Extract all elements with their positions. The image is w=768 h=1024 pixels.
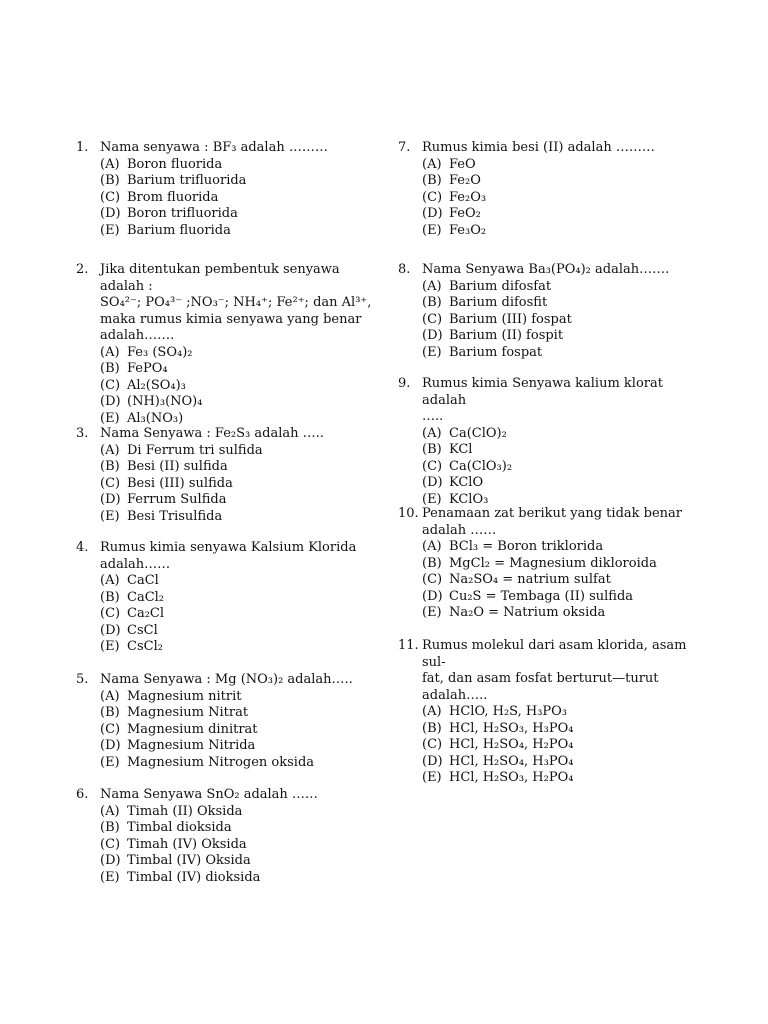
option-text: HCl, H₂SO₃, H₃PO₄: [449, 720, 574, 736]
option-text: Barium fluorida: [127, 222, 231, 238]
option-letter: (E): [422, 605, 442, 620]
option-text: Barium (III) fospat: [449, 311, 572, 327]
answer-option: [100, 573, 372, 590]
option-letter: (B): [422, 555, 442, 571]
answer-options: [100, 573, 372, 656]
option-text: Barium fospat: [449, 344, 543, 360]
question-stem-line: Nama Senyawa Ba₃(PO₄)₂ adalah…….: [422, 262, 670, 277]
question-2: [76, 262, 372, 427]
option-text: Magnesium dinitrat: [127, 721, 258, 737]
option-letter: (D): [422, 475, 443, 490]
question-number: 8.: [398, 262, 411, 277]
answer-option: [100, 820, 372, 837]
answer-option: [100, 853, 372, 870]
option-text: Ca₂Cl: [127, 606, 165, 621]
answer-option: [100, 459, 372, 476]
answer-option: [422, 475, 688, 492]
question-stem-line: adalah…….: [100, 328, 175, 343]
option-letter: (D): [422, 206, 443, 221]
question-stem: [422, 376, 688, 426]
question-6: [76, 787, 372, 886]
option-letter: (A): [100, 442, 120, 458]
option-text: CaCl: [127, 573, 159, 588]
option-text: Magnesium nitrit: [127, 688, 242, 704]
question-7: [398, 140, 688, 239]
option-letter: (B): [422, 295, 442, 310]
option-letter: (D): [100, 853, 121, 868]
question-stem-line: adalah ……: [422, 522, 497, 538]
question-stem: [100, 140, 372, 157]
option-text: CsCl: [127, 622, 158, 638]
question-stem: [100, 262, 372, 345]
option-letter: (A): [100, 156, 120, 172]
answer-option: [100, 443, 372, 460]
answer-option: [100, 590, 372, 607]
option-text: Timbal dioksida: [127, 820, 232, 835]
option-text: Cu₂S = Tembaga (II) sulfida: [449, 588, 634, 604]
answer-options: [422, 279, 688, 362]
option-letter: (E): [422, 222, 442, 238]
option-text: Brom fluorida: [127, 189, 219, 205]
option-letter: (B): [100, 589, 120, 605]
question-row: [398, 638, 688, 704]
option-text: KClO₃: [449, 491, 489, 507]
answer-option: [422, 223, 688, 240]
question-stem-line: Nama senyawa : BF₃ adalah ………: [100, 140, 328, 155]
option-letter: (A): [422, 425, 442, 441]
option-letter: (E): [100, 508, 120, 524]
option-text: Boron trifluorida: [127, 206, 238, 221]
option-letter: (B): [100, 361, 120, 376]
option-text: HClO, H₂S, H₃PO₃: [449, 704, 568, 719]
answer-options: [100, 804, 372, 887]
option-letter: (D): [100, 622, 121, 638]
answer-option: [422, 295, 688, 312]
question-row: [398, 262, 688, 279]
answer-options: [422, 157, 688, 240]
question-4: [76, 540, 372, 656]
option-text: Magnesium Nitrida: [127, 738, 256, 753]
option-letter: (E): [422, 491, 442, 507]
option-text: Ca(ClO₃)₂: [449, 458, 513, 474]
option-letter: (D): [100, 492, 121, 507]
option-text: Na₂O = Natrium oksida: [449, 605, 606, 620]
option-text: FeO₂: [449, 206, 481, 221]
answer-option: [100, 705, 372, 722]
question-stem-line: Rumus kimia senyawa Kalsium Klorida: [100, 540, 357, 555]
answer-option: [422, 312, 688, 329]
question-stem: [422, 140, 688, 157]
option-letter: (A): [100, 344, 120, 360]
answer-options: [422, 539, 688, 622]
option-letter: (E): [422, 344, 442, 360]
option-letter: (C): [422, 737, 443, 752]
option-text: Ferrum Sulfida: [127, 492, 227, 507]
question-3: [76, 426, 372, 525]
answer-option: [422, 442, 688, 459]
option-letter: (E): [100, 869, 120, 885]
question-5: [76, 672, 372, 771]
option-text: Timah (IV) Oksida: [127, 836, 247, 852]
answer-option: [100, 223, 372, 240]
option-text: FePO₄: [127, 361, 168, 376]
option-letter: (E): [100, 410, 120, 426]
question-8: [398, 262, 688, 361]
answer-option: [100, 870, 372, 887]
option-text: Magnesium Nitrogen oksida: [127, 754, 315, 770]
question-row: [76, 540, 372, 573]
answer-option: [422, 704, 688, 721]
option-text: Fe₂O: [449, 173, 481, 188]
answer-option: [100, 411, 372, 428]
answer-option: [100, 837, 372, 854]
answer-options: [100, 443, 372, 526]
question-stem-line: …..: [422, 409, 444, 424]
option-letter: (B): [422, 173, 442, 188]
option-text: Fe₃O₂: [449, 222, 487, 238]
answer-option: [100, 394, 372, 411]
question-stem-line: SO₄²⁻; PO₄³⁻ ;NO₃⁻; NH₄⁺; Fe²⁺; dan Al³⁺,: [100, 295, 372, 310]
answer-option: [100, 689, 372, 706]
answer-option: [100, 509, 372, 526]
option-text: HCl, H₂SO₄, H₃PO₄: [449, 753, 574, 769]
question-stem: [100, 426, 372, 443]
question-number: 4.: [76, 540, 89, 555]
option-text: Boron fluorida: [127, 156, 223, 172]
answer-option: [422, 721, 688, 738]
question-stem: [100, 672, 372, 689]
question-number: 3.: [76, 426, 89, 441]
question-stem-line: adalah……: [100, 556, 171, 572]
answer-option: [422, 539, 688, 556]
question-number: 2.: [76, 262, 89, 277]
answer-option: [422, 279, 688, 296]
option-letter: (C): [100, 606, 121, 621]
option-text: Besi Trisulfida: [127, 508, 223, 524]
option-letter: (B): [100, 705, 120, 720]
answer-option: [422, 605, 688, 622]
option-letter: (D): [422, 753, 443, 769]
option-text: Timbal (IV) Oksida: [127, 853, 251, 868]
answer-option: [422, 157, 688, 174]
option-letter: (B): [100, 459, 120, 474]
answer-option: [422, 754, 688, 771]
answer-option: [100, 722, 372, 739]
answer-option: [422, 589, 688, 606]
question-number: 11.: [398, 638, 419, 653]
option-letter: (E): [100, 222, 120, 238]
option-text: KClO: [449, 475, 484, 490]
option-text: Timbal (IV) dioksida: [127, 869, 261, 885]
option-text: (NH)₃(NO)₄: [127, 394, 203, 409]
option-letter: (C): [422, 311, 443, 327]
answer-option: [422, 426, 688, 443]
option-text: Al₂(SO₄)₃: [127, 377, 186, 393]
question-stem-line: adalah…..: [422, 687, 488, 703]
question-stem-line: Jika ditentukan pembentuk senyawa adalah :: [100, 262, 340, 294]
answer-option: [100, 157, 372, 174]
answer-option: [100, 361, 372, 378]
answer-option: [100, 738, 372, 755]
option-letter: (A): [100, 573, 120, 588]
option-text: Barium difosfit: [449, 295, 548, 310]
question-number: 9.: [398, 376, 411, 391]
answer-options: [100, 157, 372, 240]
option-letter: (C): [422, 572, 443, 587]
answer-option: [100, 804, 372, 821]
option-letter: (B): [422, 720, 442, 736]
option-text: CsCl₂: [127, 639, 163, 654]
option-letter: (E): [100, 639, 120, 654]
option-text: Besi (II) sulfida: [127, 459, 228, 474]
answer-option: [100, 378, 372, 395]
answer-options: [422, 426, 688, 509]
option-letter: (E): [100, 754, 120, 770]
question-row: [398, 140, 688, 157]
question-row: [76, 262, 372, 345]
option-letter: (B): [422, 442, 442, 457]
question-stem-line: Rumus kimia Senyawa kalium klorat adalah: [422, 376, 663, 408]
option-letter: (A): [100, 803, 120, 819]
question-11: [398, 638, 688, 787]
answer-option: [422, 737, 688, 754]
option-letter: (B): [100, 820, 120, 835]
option-text: HCl, H₂SO₃, H₂PO₄: [449, 770, 574, 785]
option-letter: (C): [422, 189, 443, 205]
option-text: Di Ferrum tri sulfida: [127, 442, 263, 458]
answer-option: [100, 206, 372, 223]
option-text: Barium trifluorida: [127, 173, 247, 188]
question-row: [76, 140, 372, 157]
question-row: [76, 426, 372, 443]
option-letter: (D): [100, 394, 121, 409]
option-letter: (C): [100, 721, 121, 737]
question-number: 6.: [76, 787, 89, 802]
option-text: CaCl₂: [127, 589, 165, 605]
answer-option: [100, 623, 372, 640]
answer-option: [100, 606, 372, 623]
question-number: 5.: [76, 672, 89, 687]
question-10: [398, 506, 688, 622]
question-row: [398, 506, 688, 539]
option-letter: (D): [100, 206, 121, 221]
answer-option: [100, 173, 372, 190]
question-number: 7.: [398, 140, 411, 155]
option-text: Na₂SO₄ = natrium sulfat: [449, 572, 611, 587]
option-letter: (D): [422, 588, 443, 604]
option-letter: (B): [100, 173, 120, 188]
option-text: Timah (II) Oksida: [127, 803, 243, 819]
question-stem-line: fat, dan asam fosfat berturut—turut: [422, 671, 659, 686]
option-letter: (D): [422, 328, 443, 343]
answer-option: [422, 173, 688, 190]
option-text: HCl, H₂SO₄, H₂PO₄: [449, 737, 574, 752]
question-stem: [422, 506, 688, 539]
question-row: [398, 376, 688, 426]
option-letter: (A): [422, 278, 442, 294]
question-9: [398, 376, 688, 508]
option-text: MgCl₂ = Magnesium dikloroida: [449, 555, 657, 571]
option-text: Besi (III) sulfida: [127, 475, 233, 491]
option-text: Al₃(NO₃): [127, 410, 184, 426]
answer-option: [422, 572, 688, 589]
answer-option: [422, 459, 688, 476]
option-text: Ca(ClO)₂: [449, 425, 507, 441]
answer-option: [100, 755, 372, 772]
option-text: Fe₃ (SO₄)₂: [127, 344, 193, 360]
answer-option: [100, 476, 372, 493]
answer-option: [100, 345, 372, 362]
answer-options: [422, 704, 688, 787]
option-letter: (C): [422, 458, 443, 474]
option-letter: (C): [100, 836, 121, 852]
answer-option: [422, 770, 688, 787]
question-number: 1.: [76, 140, 89, 155]
question-stem: [422, 262, 688, 279]
option-letter: (A): [422, 156, 442, 172]
answer-option: [422, 206, 688, 223]
question-stem-line: Nama Senyawa SnO₂ adalah ……: [100, 787, 318, 802]
question-row: [76, 672, 372, 689]
option-letter: (A): [100, 688, 120, 704]
answer-option: [422, 328, 688, 345]
question-stem-line: Penamaan zat berikut yang tidak benar: [422, 506, 682, 521]
option-letter: (C): [100, 189, 121, 205]
question-stem: [422, 638, 688, 704]
question-number: 10.: [398, 506, 419, 521]
question-stem-line: Rumus molekul dari asam klorida, asam sul-: [422, 638, 687, 670]
question-1: [76, 140, 372, 239]
question-stem-line: Nama Senyawa : Fe₂S₃ adalah …..: [100, 426, 324, 441]
option-letter: (D): [100, 738, 121, 753]
option-text: BCl₃ = Boron triklorida: [449, 539, 604, 554]
answer-option: [100, 639, 372, 656]
question-stem: [100, 787, 372, 804]
answer-option: [422, 556, 688, 573]
answer-option: [422, 190, 688, 207]
question-stem-line: Rumus kimia besi (II) adalah ………: [422, 140, 655, 155]
option-letter: (C): [100, 475, 121, 491]
question-row: [76, 787, 372, 804]
option-text: Fe₂O₃: [449, 189, 487, 205]
option-text: Barium difosfat: [449, 278, 552, 294]
option-letter: (A): [422, 704, 442, 719]
option-letter: (C): [100, 377, 121, 393]
option-text: Barium (II) fospit: [449, 328, 564, 343]
option-letter: (E): [422, 770, 442, 785]
question-stem: [100, 540, 372, 573]
answer-option: [100, 492, 372, 509]
question-stem-line: Nama Senyawa : Mg (NO₃)₂ adalah…..: [100, 672, 353, 687]
answer-options: [100, 345, 372, 428]
answer-option: [422, 345, 688, 362]
option-letter: (A): [422, 539, 442, 554]
option-text: Magnesium Nitrat: [127, 705, 249, 720]
option-text: FeO: [449, 156, 476, 172]
option-text: KCl: [449, 442, 473, 457]
question-stem-line: maka rumus kimia senyawa yang benar: [100, 311, 362, 327]
answer-options: [100, 689, 372, 772]
answer-option: [100, 190, 372, 207]
